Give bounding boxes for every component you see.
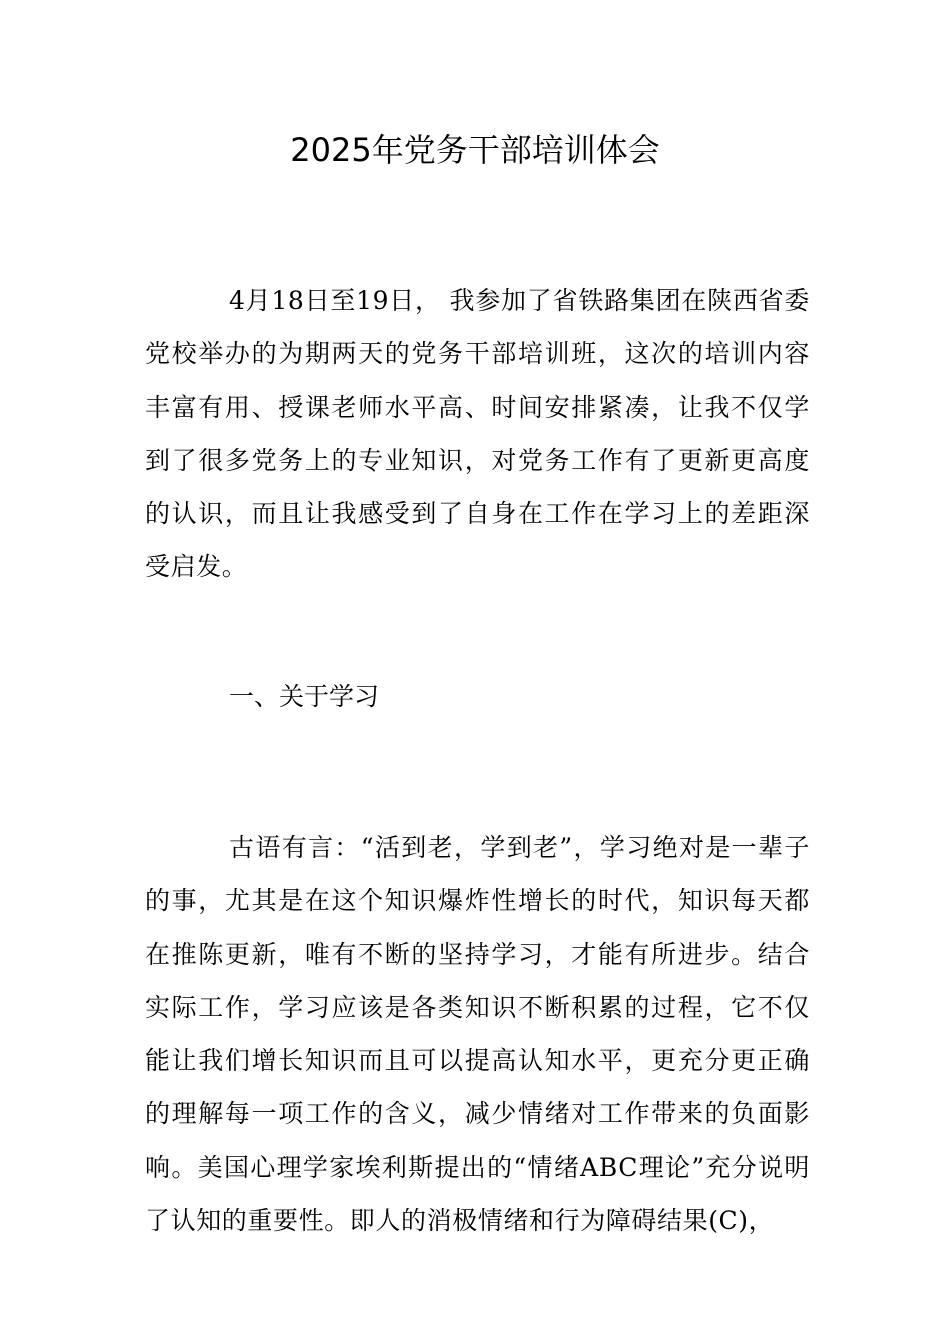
intro-paragraph: 4月18日至19日， 我参加了省铁路集团在陕西省委党校举办的为期两天的党务干部培训班，这次的培训内容丰富有用、授课老师水平高、时间安排紧凑，让我不仅学到了很多党务上的专业知识，对党务工作有了更新更高度的认识，而且让我感受到了自身在工作在学习上的差距深受启发。 (145, 286, 810, 582)
section-paragraph: 古语有言：“活到老，学到老”，学习绝对是一辈子的事，尤其是在这个知识爆炸性增长的时代，知识每天都在推陈更新，唯有不断的坚持学习，才能有所进步。结合实际工作，学习应该是各类知识不断积累的过程，它不仅能让我们增长知识而且可以提高认知水平，更充分更正确的理解每一项工作的含义，减少情绪对工作带来的负面影响。美国心理学家埃利斯提出的“情绪ABC理论”充分说明了认知的重要性。即人的消极情绪和行为障碍结果(C)， (145, 833, 810, 1236)
section-heading: 一、关于学习 (229, 682, 380, 711)
document-title: 2025年党务干部培训体会 (290, 131, 660, 169)
